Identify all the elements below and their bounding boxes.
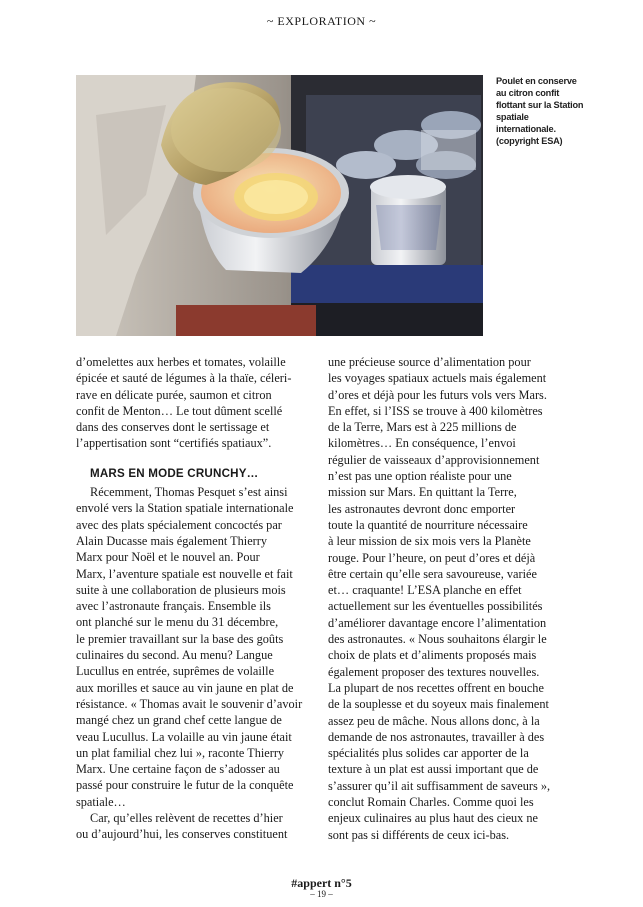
- paragraph-intro-continued: [76, 354, 312, 452]
- text-line: Car, qu’elles relèvent de recettes d’hier: [90, 811, 283, 826]
- text-line: conclut Romain Charles. Comme quoi les: [328, 795, 534, 810]
- text-line: mission sur Mars. En quittant la Terre,: [328, 485, 517, 500]
- text-line: toute la quantité de nourriture nécessaire: [328, 517, 528, 532]
- text-line: enjeux culinaires au plus haut des cieux ne: [328, 811, 539, 826]
- paragraph-mars: [328, 354, 565, 843]
- text-line: résistance. « Thomas avait le souvenir d’avoir: [76, 696, 303, 711]
- text-line: demande de nos astronautes, travailler à des: [328, 729, 545, 744]
- text-line: avec des plats spécialement concoctés par: [76, 517, 282, 532]
- text-line: à leur mission de six mois vers la Planète: [328, 534, 531, 549]
- paragraph-conserves: [76, 810, 312, 843]
- text-line: sont pas si différents de ceux ici-bas.: [328, 827, 510, 842]
- text-line: En effet, si l’ISS se trouve à 400 kilomètres: [328, 403, 543, 418]
- text-line: confit de Menton… Le tout dûment scellé: [76, 403, 283, 418]
- text-line: culinaires du second. Au menu? Langue: [76, 648, 273, 663]
- text-line: rave en délicate purée, saumon et citron: [76, 387, 272, 402]
- text-line: choix de plats et d’aliments proposés mais: [328, 648, 537, 663]
- text-line: spatiale…: [76, 794, 126, 809]
- text-line: l’appertisation sont “certifiés spatiaux”.: [76, 436, 272, 451]
- photo-caption: Poulet en conserve au citron confit flottant sur la Station spatiale internationale. (copyright ESA): [496, 76, 584, 146]
- text-line: assez peu de mâche. Nous allons donc, à la: [328, 713, 540, 728]
- text-line: ont planché sur le menu du 31 décembre,: [76, 615, 279, 630]
- text-line: Lucullus en entrée, suprêmes de volaille: [76, 664, 275, 679]
- text-line: régulier de vaisseaux d’approvisionnement: [328, 452, 540, 467]
- text-line: Marx pour Noël et le nouvel an. Pour: [76, 550, 260, 565]
- text-line: ou d’aujourd’hui, les conserves constituent: [76, 827, 288, 842]
- photo-canned-chicken: [76, 75, 483, 336]
- text-line: La plupart de nos recettes offrent en bouche: [328, 680, 544, 695]
- text-line: n’est pas une option réaliste pour une: [328, 469, 512, 484]
- text-line: Marx. Une certaine façon de s’adosser au: [76, 762, 280, 777]
- text-line: le premier travaillant sur la base des goûts: [76, 631, 284, 646]
- section-subheading: MARS EN MODE CRUNCHY…: [90, 466, 259, 480]
- section-header: ~ EXPLORATION ~: [266, 14, 377, 28]
- text-line: passé pour construire le futur de la conquête: [76, 778, 294, 793]
- text-line: d’ores et déjà pour les futurs vols vers Mars.: [328, 387, 547, 402]
- text-line: veau Lucullus. La volaille au vin jaune était: [76, 729, 292, 744]
- text-line: dans des conserves dont le sertissage et: [76, 420, 270, 435]
- magazine-name: #appert n°5: [291, 876, 352, 890]
- text-line: d’améliorer davantage encore l’alimentation: [328, 615, 547, 630]
- text-line: épicée et sauté de légumes à la thaïe, céleri-: [76, 371, 292, 386]
- paragraph-pesquet: [76, 484, 312, 810]
- text-line: également proposer des textures nouvelles.: [328, 664, 540, 679]
- text-line: texture à un plat est aussi important que de: [328, 762, 539, 777]
- page-number: – 19 –: [310, 889, 333, 899]
- text-line: actuellement sur les éventuelles possibilités: [328, 599, 543, 614]
- text-line: aux morilles et sauce au vin jaune en plat de: [76, 680, 294, 695]
- text-line: les voyages spatiaux actuels mais également: [328, 371, 547, 386]
- article-column-left: [76, 354, 312, 843]
- text-line: Alain Ducasse mais également Thierry: [76, 533, 267, 548]
- text-line: d’omelettes aux herbes et tomates, volaille: [76, 355, 286, 369]
- text-line: envolé vers la Station spatiale internationale: [76, 501, 294, 516]
- text-line: s’assurer qu’il ait suffisamment de saveurs »,: [328, 778, 551, 793]
- text-line: des astronautes. « Nous souhaitons élargir le: [328, 632, 547, 647]
- text-line: un plat familial chez lui », raconte Thierry: [76, 745, 285, 760]
- text-line: kilomètres… En conséquence, l’envoi: [328, 436, 516, 451]
- text-line: rouge. Pour l’heure, on peut d’ores et déjà: [328, 550, 536, 565]
- text-line: une précieuse source d’alimentation pour: [328, 355, 531, 369]
- text-line: avec l’astronaute français. Ensemble ils: [76, 599, 271, 614]
- text-line: Récemment, Thomas Pesquet s’est ainsi: [90, 485, 288, 500]
- article-column-right: [328, 354, 565, 843]
- text-line: et… craquante! L’ESA planche en effet: [328, 583, 522, 598]
- text-line: mangé chez un grand chef cette langue de: [76, 713, 282, 728]
- text-line: suite à une collaboration de plusieurs mois: [76, 582, 286, 597]
- text-line: être certain qu’elle sera savoureuse, variée: [328, 566, 537, 581]
- text-line: Marx, l’aventure spatiale est nouvelle et fait: [76, 566, 293, 581]
- text-line: les astronautes devront donc emporter: [328, 501, 516, 516]
- text-line: de la Terre, Mars est à 225 millions de: [328, 420, 517, 435]
- text-line: spécialités plus solides car apporter de la: [328, 746, 529, 761]
- text-line: de la souplesse et du soyeux mais finalement: [328, 697, 549, 712]
